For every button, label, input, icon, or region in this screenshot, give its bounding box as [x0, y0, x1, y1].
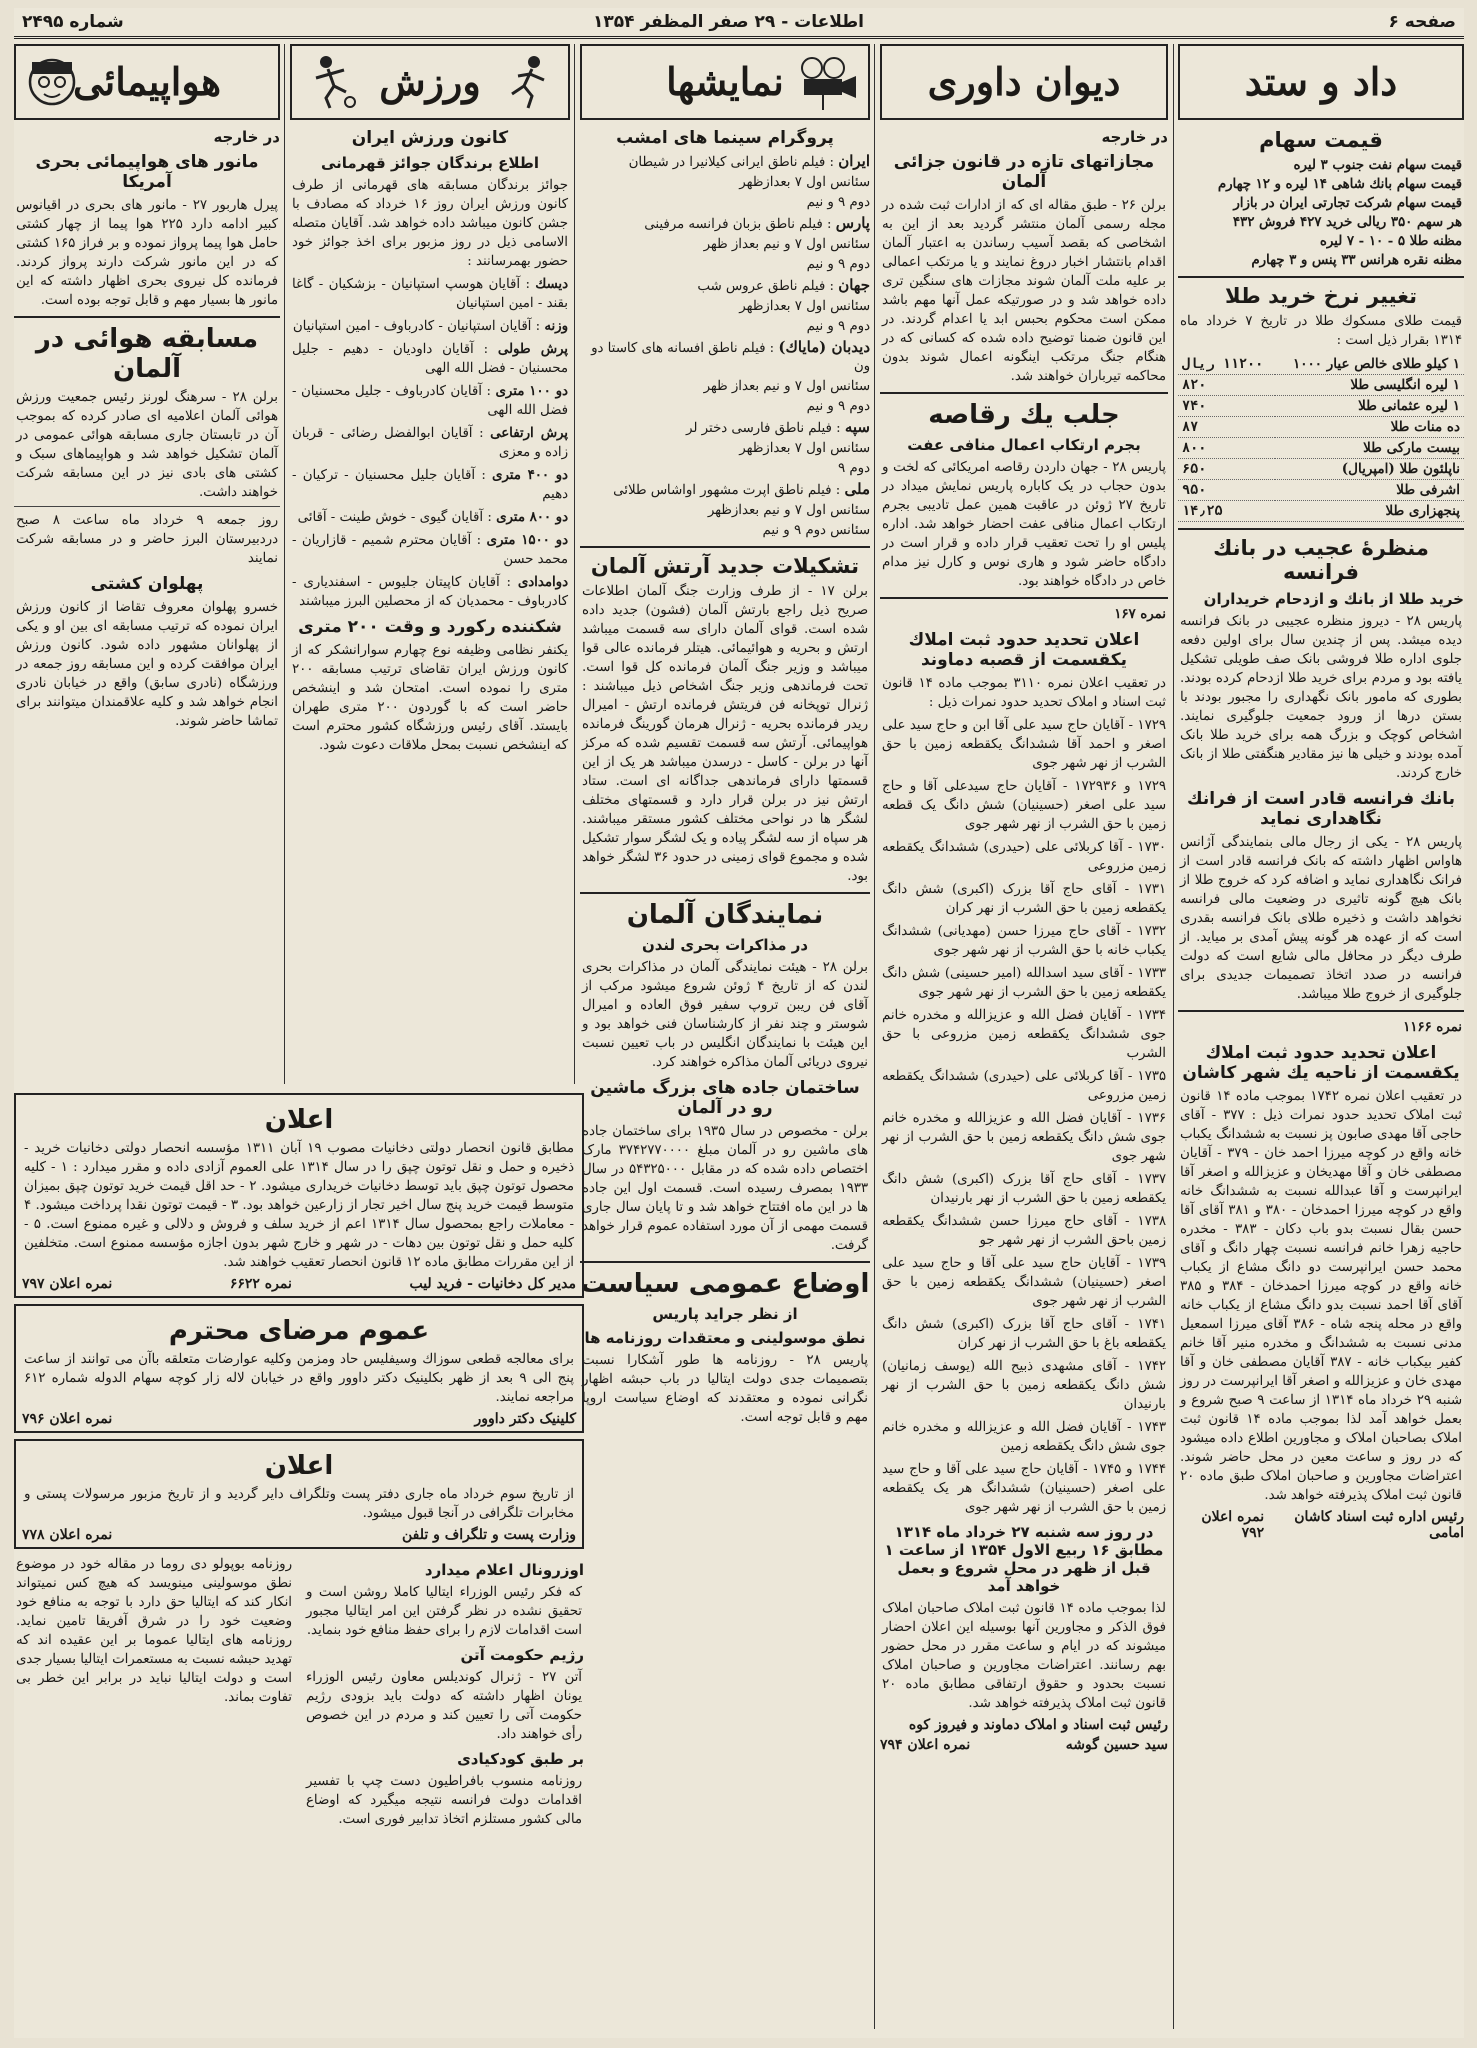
winner-event: دوامدادی [517, 575, 568, 590]
notice-num: نمره اعلان ۷۹۴ [880, 1737, 971, 1753]
program-title: پروگرام سینما های امشب [616, 128, 834, 148]
list-item: جهان : فیلم ناطق عروس شب سئانس اول ۷ بعدازظهر دوم ۹ و نیم [580, 276, 870, 336]
gold-name: بیست مارکی طلا [1275, 438, 1464, 459]
winner-names: آقایان ابوالفضل رضائی - قربان زاده و معزی [292, 426, 568, 460]
column-divider [284, 44, 285, 1084]
winner-row: وزنه : آقایان استپانیان - کادرباوف - امین استپانیان [292, 319, 568, 334]
column-shows [580, 44, 870, 2029]
notice-item: ۱۷۲۹ - آقایان حاج سید علی آقا ابن و حاج سید علی اصغر و احمد آقا ششدانگ یکقطعه زمین با حق الشرب از نهر شهر جوی [882, 718, 1166, 771]
tobacco-text: مطابق قانون انحصار دولتی دخانیات مصوب ۱۹ آبان ۱۳۱۱ مؤسسه انحصار دولتی دخانیات خرید - ذخیره و حمل و نقل توتون چپق را در سال ۱۳۱۴ علی العموم آزادی داده و مقرر میدارد : ۱ - کلیه محصول توتون چپق باید توسط دخانیات خریداری میشود. ۲ - حد اقل قیمت خرید توتون چپق بمیزان متوسط قیمت خرید پنج سال اخیر تجار از زارعین خواهد بود. ۳ - قیمت توتون نقدا پرداخت میشود. ۴ - معاملات راجع بمحصول سال ۱۳۱۴ اعم از خرید سلف و فروش و دلالی و غیره ممنوع است. ۵ - کلیه حمل و نقل توتون بین دهات - در شهر و خارج شهر بدون اجازه مؤسسه ممنوع است. متخلفین از این مقررات مطابق ماده ۱۲ قانون انحصار تعقیب خواهند شد. [24, 1141, 574, 1270]
divider [580, 892, 870, 894]
politics-title: اوضاع عمومی سیاست [580, 1269, 870, 1299]
tobacco-notice [14, 1093, 584, 1298]
post-sign: وزارت پست و تلگراف و تلفن [401, 1527, 576, 1543]
cinema-name: سپه [844, 418, 870, 436]
notice-title: اعلان تحدید حدود ثبت املاك یکقسمت از ناحیه یك شهر کاشان [1182, 1043, 1460, 1083]
table-row [1178, 375, 1464, 396]
post-title: اعلان [264, 1451, 334, 1481]
notice-item: ۱۷۳۷ - آقای حاج آقا بزرک (اکبری) شش دانگ یکقطعه زمین با حق الشرب از نهر بارنیدان [882, 1172, 1166, 1206]
dancer-subtitle: بجرم ارتکاب اعمال منافی عفت [907, 436, 1141, 454]
notice-item: ۱۷۳۲ - آقای حاج میرزا حسن (مهدیانی) ششدانگ یکباب خانه با حق الشرب از نهر شهر جوی [882, 924, 1166, 958]
notice-text: لذا بموجب ماده ۱۴ قانون ثبت املاک صاحبان املاک فوق الذکر و مجاورین آنها بوسیله این اعلان احضار میشوند که در ایام و ساعت مقرر در محل حضور بهم رسانند. اعتراضات مجاورین و صاحبان املاک نسبت بحدود و حقوق ارتفاقی مطابق ماده ۲۰ قانون ثبت املاک پذیرفته خواهد شد. [882, 1601, 1166, 1711]
column-sport [290, 44, 570, 1084]
race-title: شکننده رکورد و وقت ۲۰۰ متری [298, 617, 562, 637]
newspaper-date: اطلاعات - ۲۹ صفر المظفر ۱۳۵۴ [593, 12, 864, 32]
gold-name: ۱ لیره عثمانی طلا [1275, 396, 1464, 417]
notice-item: ۱۷۳۴ - آقایان فضل الله و عزیزالله و مخدره خانم جوی ششدانگ یکقطعه زمین مزروعی با حق الشرب [882, 1008, 1166, 1061]
notice-item: ۱۷۳۱ - آقای حاج آقا بزرک (اکبری) شش دانگ یکقطعه زمین با حق الشرب از نهر کران [882, 882, 1166, 916]
masthead-title: نمایشها [666, 59, 784, 104]
cinema-name: ملی [844, 480, 870, 498]
notice-item: ۱۷۳۳ - آقای سید اسدالله (امیر حسینی) شش دانگ یکقطعه زمین با حق الشرب از نهر شهر جوی [882, 966, 1166, 1000]
club-subtitle: اطلاع برندگان جوائز قهرمانی [320, 154, 540, 172]
cinema-name: ایران [838, 152, 870, 170]
article-title: بر طبق کودکیادی [457, 1750, 584, 1768]
divider [1178, 528, 1464, 530]
bottom-articles [14, 1555, 584, 1833]
masthead-title: دیوان داوری [927, 59, 1121, 104]
cinema-name: پارس [835, 214, 870, 232]
article-text: روزنامه بوپولو دی روما در مقاله خود در موضوع نطق موسولینی مینویسد که هیچ کس نمیتواند انکار کند که ایتالیا حق دارد با توجه به منافع خود وضعیت خود را در شرق آفریقا تامین نماید. روزنامه های ایتالیا عموما بر این عقیده اند که تهدید حبشه نسبت به مستعمرات ایتالیا بسیار جدی است و دولت ایتالیا نباید در برابر این خطر بی تفاوت بماند. [16, 1557, 292, 1705]
contest-text: برلن ۲۸ - سرهنگ لورنز رئیس جمعیت ورزش هوائی آلمان اعلامیه ای صادر کرده که بموجب آن در تابستان جاری مسابقه هوائی عمومی در آلمان تشکیل خواهد شد و هواپیماهای سبک و کشتی های بادی نیز در این مسابقه شرکت خواهند داشت. [16, 390, 278, 500]
contest-title: مسابقه هوائی در آلمان [35, 324, 259, 384]
article-text: آتن ۲۷ - ژنرال کوندیلس معاون رئیس الوزراء یونان اظهار داشته که دولت باید بزودی رژیم حکومت آتی را تعیین کند و مردم در این خصوص رأی خواهند داد. [306, 1670, 582, 1742]
winner-row: پرش طولی : آقایان داودیان - دهیم - جلیل محسنیان - فضل الله الهی [292, 342, 568, 376]
list-item: ایران : فیلم ناطق ایرانی کیلانیرا در شیطان سئانس اول ۷ بعدازظهر دوم ۹ و نیم [580, 152, 870, 212]
notice-item: ۱۷۳۰ - آقا کربلائی علی (حیدری) ششدانگ یکقطعه زمین مزروعی [882, 840, 1166, 874]
army-text: برلن ۱۷ - از طرف وزارت جنگ آلمان اطلاعات صریح ذیل راجع بارتش آلمان (فشون) جدید داده شده است. قوای آلمان دارای سه قسمت میباشد ارتش و بحریه و هوائیمائی. هیتلر فرمانده عالی قوا میباشد و وزیر جنگ آلمان فرمانده کل قوا است. تحت فرماندهی وزیر جنگ اشخاص ذیل میباشند : ژنرال توپخانه فن فریتش فرمانده ارتش - امیرال ریدر فرمانده بحریه - ژنرال هرمان گورینگ فرمانده هواپیمائی. آرتش سه قسمت تقسیم شده که مرکز آنها در برلن - کاسل - درسدن میباشد هر یک از این قسمتها دارای فرماندهی جداگانه ای است. ستاد ارتش نیز در برلن قرار دارد و قسمتهای مختلف لشگر ها در نواحی مختلف کشور مستقر میباشند. هر سپاه از سه لشگر پیاده و یک لشگر سوار تشکیل شده و مجموع قوای زمینی در حدود ۳۶ لشگر خواهد بود. [582, 584, 868, 884]
divider [14, 316, 280, 318]
gold-value: ۷۴۰ [1178, 396, 1275, 417]
winner-names: آقایان هوسپ استپانیان - بزشکیان - گاغا بقند - امین استپانیان [292, 277, 568, 311]
cinema-line: دوم ۹ و نیم [806, 399, 870, 414]
winner-row: دو ۱۵۰۰ متری : آقایان محترم شمیم - قازاریان - محمد حسن [292, 533, 568, 567]
cinema-line: فیلم ناطق عروس شب [697, 279, 826, 294]
list-item: دیدبان (مایاك) : فیلم ناطق افسانه های کاستا دو ون سئانس اول ۷ و نیم بعداز ظهر دوم ۹ و نیم [580, 338, 870, 416]
column-aviation [14, 44, 280, 1084]
divider [580, 1261, 870, 1263]
gold-intro: قیمت طلای مسکوك طلا در تاریخ ۷ خرداد ماه ۱۳۱۴ بقرار ذیل است : [1180, 314, 1463, 348]
cinema-line: سئانس اول ۷ و نیم بعداز ظهر [703, 237, 870, 252]
notice-item: ۱۷۲۹ و ۱۷۲۹۳۶ - آقایان حاج سیدعلی آقا و حاج سید علی اصغر (حسینیان) شش دانگ یک قطعه زمین با حق الشرب از نهر شهر جوی [882, 779, 1167, 832]
tobacco-sign: مدیر کل دخانیات - فرید لیب [409, 1276, 576, 1292]
gold-name: اشرفی طلا [1275, 480, 1464, 501]
cinema-line: دوم ۹ و نیم [806, 319, 870, 334]
notice-item: ۱۷۳۵ - آقا کربلائی علی (حیدری) ششدانگ یکقطعه زمین مزروعی [882, 1069, 1166, 1103]
film-camera-icon [792, 52, 862, 112]
stock-line: مظنه طلا ۵ - ۱۰ - ۷ لیره [1319, 234, 1462, 249]
winner-event: پرش طولی [497, 342, 568, 357]
football-player-icon [300, 52, 360, 110]
table-row [1178, 501, 1464, 522]
article-left [14, 1555, 294, 1833]
roads-text: برلن - مخصوص در سال ۱۹۳۵ برای ساختمان جاده های ماشین رو در آلمان مبلغ ۳۷۴۲۷۷۰۰۰۰ مارک اختصاص داده شده که در مقابل ۵۴۳۲۵۰۰۰ در سال ۱۹۳۳ بمصرف رسیده است. قسمت اول این جاده ها در این ماه افتتاح خواهد شد و تا پایان سال جاری قسمت مهمی از آن مورد استفاده عموم قرار خواهد گرفت. [582, 1124, 868, 1253]
bank-text: پاریس ۲۸ - دیروز منظره عجیبی در بانک فرانسه دیده میشد. پس از چندین سال برای اولین دفعه جلوی اداره طلا فروشی بانک صف طویلی تشکیل یافته بود و مردم برای خرید طلا ازدحام کرده بودند. بطوری که مامور بانک نگهداری را مجبور بودند با بستن درها از ورود جمعیت جلوگیری نمایند. اشخاص کوچک و بزرگ همه برای خرید طلا بانک آمده بودند و خیلی ها نیز مقادیر هنگفتی طلا از بانک خارج کردند. [1180, 614, 1462, 781]
masthead-title: ورزش [379, 59, 481, 104]
notice-item: ۱۷۳۶ - آقایان فضل الله و عزیزالله و مخدره خانم جوی شش دانگ یکقطعه زمین با حق الشرب از نهر شهر جوی [882, 1111, 1166, 1164]
notice-signer: سید حسین گوشه [1065, 1737, 1168, 1753]
gold-price-table [1178, 354, 1464, 522]
delegates-subtitle: در مذاکرات بحری لندن [641, 936, 809, 954]
divider [14, 506, 280, 507]
pilot-face-icon [22, 52, 82, 110]
cinema-list [580, 152, 870, 540]
winner-row: دو ۴۰۰ متری : آقایان جلیل محسنیان - ترکیان - دهیم [292, 468, 568, 502]
bank2-text: پاریس ۲۸ - یکی از رجال مالی بنمایندگی آژانس هاواس اظهار داشته که بانک فرانسه قادر است از فرانک نگاهداری نماید و اضافه کرد که خروج طلا از بانک هیچ گونه تاثیری در وضعیت مالی فرانسه نخواهد داشت و ذخیره طلای بانک فرانسه بقدری است که از عهده هر گونه پیش آمدی بر میاید. از طرف دیگر در محافل مالی شایع است که دولت فرانسه در صدد اتخاذ تصمیمات جدیدی برای جلوگیری از خروج طلا میباشد. [1180, 835, 1462, 1002]
stock-line: قیمت سهام شرکت تجارتی ایران در بازار [1233, 196, 1462, 211]
dancer-title: جلب يك رقاصه [928, 400, 1120, 430]
winner-names: آقایان کاپیتان جلیوس - اسفندیاری - کادرباوف - محمدیان که از محصلین البرز میباشند [292, 575, 568, 609]
notice-item: ۱۷۳۹ - آقایان حاج سید علی آقا و حاج سید علی اصغر (حسینیان) ششدانگ یکقطعه زمین با حق الشرب از نهر شهر جوی [882, 1256, 1166, 1309]
cinema-name: جهان [838, 276, 870, 294]
masthead-title: داد و ستد [1244, 59, 1398, 104]
stock-line: مظنه نقره هرانس ۳۳ پنس و ۳ چهارم [1251, 253, 1462, 268]
winner-row: دو ۸۰۰ متری : آقایان گیوی - خوش طینت - آقائی [297, 510, 568, 525]
notice-item: ۱۷۴۴ و ۱۷۴۵ - آقایان حاج سید علی آقا و حاج سید علی اصغر (حسینیان) ششدانگ هر یک یکقطعه زمین با حق الشرب از نهر شهر جوی [882, 1462, 1166, 1515]
race-text: یکنفر نظامی وظیفه نوع چهارم سوارانشکر که از کانون ورزش ایران تقاضای ترتیب مسابقه ۲۰۰ متری را نموده است. امتحان شد و اینشخص حاضر است که با گوردون ۲۰۰ متری طهران بایستد. آقای رئیس ورزشگاه کشور محترم است که اینشخص نسبت بمحل ملاقات دعوت شود. [292, 643, 568, 753]
politics-subtitle-2: نطق موسولینی و معتقدات روزنامه ها [584, 1329, 866, 1347]
patients-title: عموم مرضای محترم [168, 1316, 430, 1346]
winner-names: آقایان کادرباوف - جلیل محسنیان - فضل الله الهی [292, 384, 568, 418]
masthead-shows [580, 44, 870, 120]
column-divider [1173, 44, 1174, 2029]
gold-name: پنجهزاری طلا [1275, 501, 1464, 522]
notice-sign: رئیس ثبت اسناد و املاک دماوند و فیروز کوه [908, 1717, 1168, 1733]
winner-row: پرش ارتفاعی : آقایان ابوالفضل رضائی - قربان زاده و معزی [292, 426, 568, 460]
delegates-text: برلن ۲۸ - هیئت نمایندگی آلمان در مذاکرات بحری لندن که از تاریخ ۴ ژوئن شروع میشود مرکب از آقای فن ریبن تروپ سفیر فوق العاده و امیرال شوستر و چند نفر از کارشناسان فنی خواهد بود و این هیئت با نمایندگان انگلیس در باب تعیین نسبت نیروی دریائی آلمان مذاکره خواهند کرد. [582, 960, 868, 1070]
penalty-title: مجازاتهای تازه در قانون جزائی آلمان [893, 152, 1155, 192]
gold-value: ۸۲۰ [1178, 375, 1275, 396]
post-notice [14, 1439, 584, 1549]
winner-event: دو ۱۰۰ متری [495, 384, 568, 399]
tobacco-num: نمره ۶۶۲۲ [229, 1276, 292, 1292]
article-text: که فکر رئیس الوزراء ایتالیا کاملا روشن است و تحقیق نشده در نظر گرفتن این امر ایتالیا مجبور است اقدامات لازم را برای حفظ منافع خود بنماید. [306, 1585, 582, 1638]
notice-item: ۱۷۴۲ - آقای مشهدی ذبیح الله (یوسف زمانیان) شش دانگ یکقطعه زمین با حق الشرب از نهر بارنیدان [882, 1359, 1166, 1412]
wrestling-title: پهلوان کشتی [90, 574, 204, 594]
masthead-aviation [14, 44, 280, 120]
tobacco-signature [22, 1276, 576, 1292]
list-item: سپه : فیلم ناطق فارسی دختر لر سئانس اول ۷ بعدازظهر دوم ۹ [580, 418, 870, 478]
notice-item: ۱۷۴۱ - آقای حاج آقا بزرک (اکبری) شش دانگ یکقطعه باغ با حق الشرب از نهر کران [882, 1317, 1166, 1351]
notice-title: اعلان تحدید حدود ثبت املاك یکقسمت از قصبه دماوند [908, 630, 1140, 670]
table-row [1178, 396, 1464, 417]
cinema-line: سئانس اول ۷ و نیم بعدازظهر [707, 503, 870, 518]
page-header [14, 8, 1464, 39]
gold-value: ۶۵۰ [1178, 459, 1275, 480]
cinema-line: دوم ۹ و نیم [806, 257, 870, 272]
winner-names: آقایان جلیل محسنیان - ترکیان - دهیم [292, 468, 568, 502]
winner-row: دو ۱۰۰ متری : آقایان کادرباوف - جلیل محسنیان - فضل الله الهی [292, 384, 568, 418]
list-item: پارس : فیلم ناطق بزبان فرانسه مرفینی سئانس اول ۷ و نیم بعداز ظهر دوم ۹ و نیم [580, 214, 870, 274]
roads-title: ساختمان جاده های بزرگ ماشین رو در آلمان [590, 1078, 860, 1118]
cinema-name: دیدبان (مایاك) [778, 338, 870, 356]
list-item: ملی : فیلم ناطق اپرت مشهور اواشاس طلائی سئانس اول ۷ و نیم بعدازظهر سئانس دوم ۹ و نیم [580, 480, 870, 540]
masthead-court [880, 44, 1168, 120]
stock-line: قیمت سهام نفت جنوب ۳ لیره [1293, 158, 1462, 173]
article-title: اوزرونال اعلام میدارد [424, 1561, 584, 1579]
masthead-title: هواپیمائی [72, 59, 222, 104]
cinema-line: فیلم ناطق فارسی دختر لر [686, 421, 832, 436]
stock-title: قیمت سهام [1259, 128, 1383, 152]
gold-name: ده منات طلا [1275, 417, 1464, 438]
notice-item: در تعقیب اعلان نمره ۳۱۱۰ بموجب ماده ۱۴ قانون ثبت اسناد و املاک تحدید حدود نمرات ذیل : [882, 676, 1166, 710]
gold-value: ۱۴٫۲۵ [1178, 501, 1275, 522]
cinema-line: سئانس اول ۷ بعدازظهر [739, 299, 870, 314]
cinema-line: دوم ۹ [838, 461, 870, 476]
column-divider [874, 44, 875, 2029]
post-num: نمره اعلان ۷۷۸ [22, 1527, 113, 1543]
article-right [304, 1555, 584, 1833]
maneuver-text: پیرل هاربور ۲۷ - مانور های بحری در اقیانوس کبیر ادامه دارد ۲۲۵ هوا پیما از چهار کشتی حامل هوا پیما پرواز نموده و بر فراز ۱۶۵ کشتی که در این مانور شرکت دارند پرواز کردند. فرمانده کل نیروی بحری اظهار داشته که این مانور ها بسیار مهم و قابل توجه بوده است. [16, 198, 279, 308]
patients-notice [14, 1304, 584, 1433]
winner-event: دیسك [535, 277, 568, 292]
politics-text: پاریس ۲۸ - روزنامه ها طور آشکارا نسبت بتصمیمات جدی دولت ایتالیا در باب حبشه اظهار نگرانی نموده و معتقدند که اوضاع سیاست اروپا مهم و قابل توجه است. [582, 1353, 868, 1425]
divider [580, 546, 870, 548]
winner-event: دو ۸۰۰ متری [496, 510, 568, 525]
abroad-label: در خارجه [213, 128, 280, 146]
notice-text: در تعقیب اعلان نمره ۱۷۴۲ بموجب ماده ۱۴ قانون ثبت املاک تحدید حدود نمرات ذیل : ۳۷۷ - آقای حاجی آقا مهدی صابون پز نسبت به ششدانگ یکباب خانه واقع در کوچه میرزا احمد خان - ۳۷۹ - آقایان مصطفی خان و آقا مهدیخان و عزیزالله و اصغر آقا ایرانپرست و آقا عبدالله نسبت به ششدانگ خانه واقع در کوچه میرزا احمدخان - ۳۸۰ و ۳۸۱ آقای آقا حسن بقال نسبت بدو باب دکان - ۳۸۳ - مخدره حاجیه زهرا خانم فرانسه نسبت چهار دانگ و آقای محمد حسن ایرانپرست دو دانگ مشاع از یکباب خانه واقع در کوچه میرزا احمدخان - ۳۸۴ و ۳۸۵ آقای آقا احمد نسبت بدو دانگ مشاع از یکباب خانه واقع در محله پنجه شاه - ۳۸۶ آقای میرزا اسمعیل مدنی نسبت به ششدانگ و مخدره منیر آقا خانم کفیر بیکباب خانه - ۳۸۷ آقایان مصطفی خان و آقا مهدی خان و عزیزالله و اصغر آقا ایرانپرست در روز شنبه ۲۹ خرداد ماه ۱۳۱۴ از ساعت ۹ صبح شروع و بعمل خواهد آمد لذا بموجب ماده ۱۴ قانون ثبت املاک بصاحبان املاک و مجاورین اطلاع داده میشود که در روز و ساعت معین در محل حاضر شوند. اعتراضات مجاورین و صاحبان املاک طبق ماده ۲۰ قانون ثبت املاک پذیرفته خواهد شد. [1180, 1089, 1463, 1503]
tobacco-ad-num: نمره اعلان ۷۹۷ [22, 1276, 113, 1292]
politics-subtitle: از نظر جراید پاریس [652, 1305, 798, 1323]
article-title: رژیم حکومت آتن [460, 1646, 584, 1664]
abroad-label: در خارجه [1101, 128, 1168, 146]
winner-row: دوامدادی : آقایان کاپیتان جلیوس - اسفندیاری - کادرباوف - محمدیان که از محصلین البرز میباشند [292, 575, 568, 609]
divider [1178, 1010, 1464, 1012]
gold-value: ۱۱۲۰۰ ریال [1178, 354, 1275, 375]
wrestling-text: خسرو پهلوان معروف تقاضا از کانون ورزش ایران نموده که ترتیب مسابقه ای بین او و یکی از پهلوانان مشهور داده شود. کانون ورزش ایران موافقت کرده و این مسابقه روز جمعه در ورزشگاه (نادری سابق) واقع در خیابان نادری انجام خواهد شد و کلیه علاقمندان میتوانند برای تماشا حاضر شوند. [16, 600, 278, 729]
gold-title: تغییر نرخ خرید طلا [1225, 284, 1417, 308]
stock-line: قیمت سهام بانك شاهی ۱۴ لیره و ۱۲ چهارم [1217, 177, 1462, 192]
wrestling-date: روز جمعه ۹ خرداد ماه ساعت ۸ صبح دردبیرستان البرز حاضر و در مسابقه شرکت نمایند [16, 513, 279, 566]
divider [880, 597, 1168, 599]
divider [880, 392, 1168, 394]
page-number: صفحه ۶ [1388, 12, 1456, 32]
bank-title: منظرهٔ عجیب در بانك فرانسه [1213, 536, 1429, 584]
tobacco-title: اعلان [264, 1105, 334, 1135]
club-text: جوائز برندگان مسابقه های قهرمانی از طرف کانون ورزش ایران روز ۱۶ خرداد که مصادف با جشن کانون میباشد داده خواهد شد. آقایان متصله الاسامی ذیل در روز مزبور برای اخذ جوائز خود حضور بهمرسانند : [292, 178, 568, 269]
article-text: روزنامه منسوب بافراطیون دست چپ با تفسیر اقدامات دولت فرانسه نتیجه میگیرد که اوضاع مالی کشور مستلزم اتخاذ تدابیر فوری است. [306, 1774, 582, 1827]
table-row [1178, 438, 1464, 459]
post-signature [22, 1527, 576, 1543]
issue-number: شماره ۲۴۹۵ [22, 12, 124, 32]
notice-number: نمره ۱۶۷ [1114, 607, 1166, 622]
notice-item: ۱۷۳۸ - آقای حاج میرزا حسن ششدانگ یکقطعه زمین باحق الشرب از نهر شهر جو [882, 1214, 1166, 1248]
gold-name: ۱ لیره انگلیسی طلا [1275, 375, 1464, 396]
table-row [1178, 480, 1464, 501]
patients-signature [22, 1411, 576, 1427]
table-row [1178, 417, 1464, 438]
notice-sign: رئیس اداره ثبت اسناد کاشان امامی [1294, 1509, 1464, 1541]
newspaper-page [14, 8, 1464, 2038]
winner-event: وزنه [544, 319, 568, 334]
notice-item: ۱۷۴۳ - آقایان فضل الله و عزیزالله و مخدره خانم جوی شش دانگ یکقطعه زمین [882, 1420, 1166, 1454]
bank2-title: بانك فرانسه قادر است از فرانك نگاهداری نماید [1186, 789, 1456, 829]
maneuver-title: مانور های هواپیمائی بحری آمریکا [35, 152, 259, 192]
notice-signature [1178, 1509, 1464, 1541]
notice-num: نمره اعلان ۷۹۲ [1201, 1509, 1265, 1541]
penalty-text: برلن ۲۶ - طبق مقاله ای که از ادارات ثبت شده در مجله رسمی آلمان منتشر گردید بعد از این به اشخاصی که بقصد آسیب رساندن به اعتبار آلمان اقدام بانتشار اخبار دروغ نمایند و یا مرتکب اعمالی بر علیه ملت آلمان شوند مجازات های سنگین تری داده خواهد شد و در صورتیکه عمل آنها مهم باشد ممکن است محکوم بحبس ابد یا اعدام گردند. در این قانون ضمنا توضیح داده شده که کسانی که در هنگام جنگ مرتکب اینگونه اعمال شوند بدون محاکمه تیرباران خواهند شد. [882, 198, 1166, 384]
gold-value: ۸۰۰ [1178, 438, 1275, 459]
masthead-trade [1178, 44, 1464, 120]
post-text: از تاریخ سوم خرداد ماه جاری دفتر پست وتلگراف داير گردید و از تاریخ مزبور مرسولات پستی و مخابرات تلگرافی در آنجا قبول میشود. [24, 1487, 574, 1521]
cinema-line: سئانس اول ۷ بعدازظهر [739, 175, 870, 190]
gold-name: ناپلئون طلا (امپریال) [1275, 459, 1464, 480]
table-row [1178, 459, 1464, 480]
winner-event: دو ۴۰۰ متری [492, 468, 568, 483]
notice-signature [880, 1717, 1168, 1733]
winner-event: پرش ارتفاعی [490, 426, 568, 441]
column-divider [574, 44, 575, 1084]
army-title: تشکیلات جدید آرتش آلمان [590, 554, 860, 578]
winner-names: آقایان گیوی - خوش طینت - آقائی [297, 510, 484, 525]
cinema-line: سئانس اول ۷ بعدازظهر [739, 441, 870, 456]
cinema-line: فیلم ناطق افسانه های کاستا دو ون [591, 341, 870, 374]
winner-names: آقایان استپانیان - کادرباوف - امین استپانیان [292, 319, 532, 334]
patients-num: نمره اعلان ۷۹۶ [22, 1411, 113, 1427]
notice-number: نمره ۱۱۶۶ [1403, 1020, 1462, 1035]
notice-date: در روز سه شنبه ۲۷ خرداد ماه ۱۳۱۴ مطابق ۱۶ ربیع الاول ۱۳۵۴ از ساعت ۱ قبل از ظهر در محل شروع و بعمل خواهد آمد [884, 1523, 1164, 1595]
gold-name: ۱ کیلو طلای خالص عیار ۱۰۰۰ [1275, 354, 1464, 375]
table-row [1178, 354, 1464, 375]
stock-lines [1180, 156, 1462, 270]
divider [1178, 276, 1464, 278]
runner-icon [500, 52, 560, 110]
delegates-title: نمایندگان آلمان [626, 900, 824, 930]
gold-value: ۹۵۰ [1178, 480, 1275, 501]
cinema-line: فیلم ناطق اپرت مشهور اواشاس طلائی [613, 483, 832, 498]
winner-event: دو ۱۵۰۰ متری [486, 533, 568, 548]
bottom-ads [14, 1093, 584, 1833]
cinema-line: دوم ۹ و نیم [806, 195, 870, 210]
winner-row: دیسك : آقایان هوسپ استپانیان - بزشکیان - گاغا بقند - امین استپانیان [292, 277, 568, 311]
notice-signature-2 [880, 1737, 1168, 1753]
column-trade [1178, 44, 1464, 2029]
cinema-line: فیلم ناطق بزبان فرانسه مرفینی [644, 217, 823, 232]
club-title: کانون ورزش ایران [351, 128, 509, 148]
patients-text: برای معالجه قطعی سوزاك وسیفلیس حاد ومزمن وکلیه عوارضات متعلقه باآن می توانند از ساعت پنج الی ۹ بعد از ظهر بکلینیک دکتر داوور واقع در خیابان لاله زار کوچه سهام الدوله شماره ۶۱۲ مراجعه نمایند. [24, 1352, 574, 1405]
winner-names: آقایان محترم شمیم - قازاریان - محمد حسن [292, 533, 568, 567]
stock-line: هر سهم ۳۵۰ ریالی خرید ۴۲۷ فروش ۴۳۲ [1232, 215, 1462, 230]
masthead-sport [290, 44, 570, 120]
cinema-line: سئانس دوم ۹ و نیم [762, 523, 870, 538]
bank-subtitle: خرید طلا از بانك و ازدحام خریداران [1203, 590, 1464, 608]
cinema-line: سئانس اول ۷ و نیم بعداز ظهر [703, 379, 870, 394]
cinema-line: فیلم ناطق ایرانی کیلانیرا در شیطان [628, 155, 826, 170]
gold-value: ۸۷ [1178, 417, 1275, 438]
winner-names: آقایان داودیان - دهیم - جلیل محسنیان - فضل الله الهی [292, 342, 568, 376]
dancer-text: پاریس ۲۸ - جهان داردن رقاصه امریکائی که لخت و بدون حجاب در یک کاباره پاریس نمایش میداد در تاریخ ۲۷ ژوئن در عاقبت همین عمل تادیبی بجرم ارتکاب اعمال منافی عفت احضار خواهد شد. اداره پلیس او را تحت تعقیب قرار داده و قرار است در دادگاه حاضر شود و هاری نوس و کارل نیز مدام خاص در دادگاه خواهند بود. [882, 460, 1167, 589]
patients-sign: کلینیک دکتر داوور [474, 1411, 576, 1427]
column-court [880, 44, 1168, 2029]
